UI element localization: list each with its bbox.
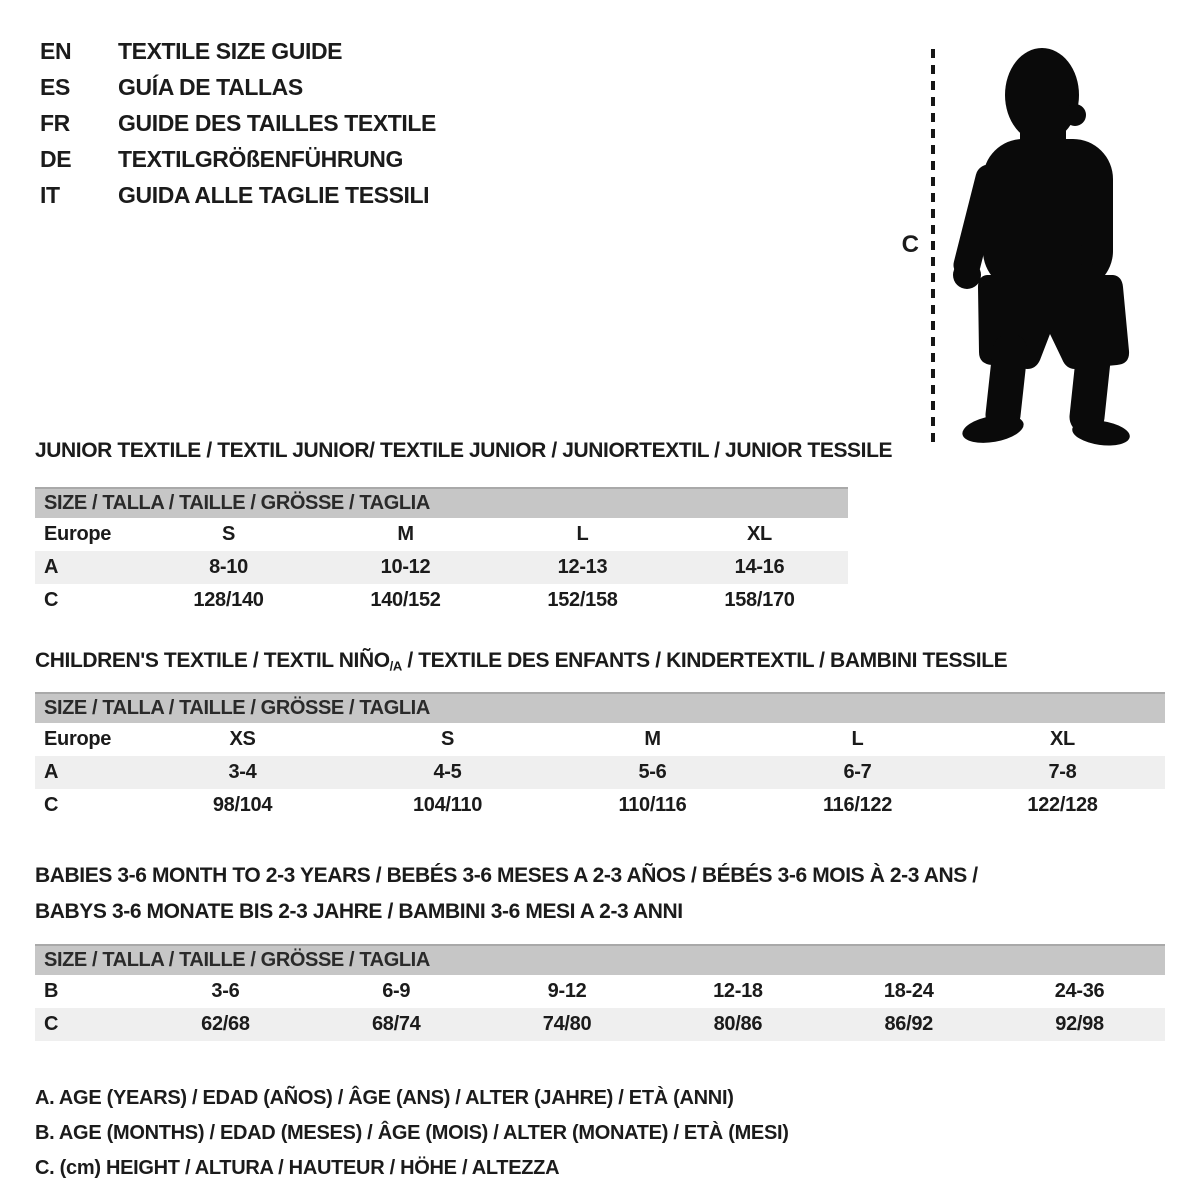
- table-cell: M: [644, 727, 661, 750]
- language-code: EN: [40, 38, 72, 64]
- children-title-sub: /A: [389, 658, 402, 674]
- table-cell: XS: [229, 727, 256, 750]
- table-cell: S: [221, 523, 236, 545]
- table-cell: 18-24: [883, 979, 934, 1002]
- table-row: [35, 789, 1165, 822]
- language-row-de: [40, 141, 436, 177]
- babies-section-title: [35, 858, 1165, 930]
- legend-line-b: B. AGE (MONTHS) / EDAD (MESES) / ÂGE (MOIS) / ALTER (MONATE) / ETÀ (MESI): [35, 1121, 789, 1144]
- table-cell: 14-16: [734, 556, 785, 578]
- table-cell: 128/140: [193, 589, 264, 611]
- header: [35, 0, 1165, 430]
- measure-c-label: C: [901, 231, 919, 258]
- table-row: [35, 723, 1165, 756]
- guide-title-fr: GUIDE DES TAILLES TEXTILE: [118, 110, 436, 136]
- table-cell: 140/152: [370, 589, 441, 611]
- guide-title-it: GUIDA ALLE TAGLIE TESSILI: [118, 182, 430, 208]
- height-measure-figure: [902, 33, 1152, 453]
- language-row-es: [40, 69, 436, 105]
- legend-line-a: A. AGE (YEARS) / EDAD (AÑOS) / ÂGE (ANS) / ALTER (JAHRE) / ETÀ (ANNI): [35, 1086, 734, 1109]
- table-cell: 6-9: [382, 979, 411, 1002]
- children-title-main: CHILDREN'S TEXTILE / TEXTIL NIÑO: [35, 649, 390, 672]
- children-table-body: [35, 723, 1165, 822]
- table-row: [35, 975, 1165, 1008]
- row-label: C: [44, 1012, 59, 1035]
- table-cell: 86/92: [884, 1012, 933, 1035]
- toddler-silhouette-icon: [947, 33, 1152, 453]
- row-label: C: [44, 793, 59, 816]
- section-children: [35, 649, 1165, 822]
- children-title-rest: / TEXTILE DES ENFANTS / KINDERTEXTIL / BAMBINI TESSILE: [401, 649, 1008, 672]
- table-cell: 9-12: [547, 979, 587, 1002]
- table-cell: 3-4: [228, 760, 257, 783]
- table-row: [35, 1008, 1165, 1041]
- table-cell: 104/110: [412, 793, 483, 816]
- row-label: Europe: [44, 523, 112, 545]
- table-cell: 10-12: [380, 556, 431, 578]
- table-cell: 158/170: [724, 589, 795, 611]
- junior-table-body: [35, 518, 848, 617]
- language-code: FR: [40, 110, 70, 136]
- height-dashed-line: [931, 49, 935, 449]
- junior-size-header-bar: SIZE / TALLA / TAILLE / GRÖSSE / TAGLIA: [35, 487, 848, 518]
- table-cell: 110/116: [618, 793, 687, 816]
- row-label: C: [44, 589, 59, 611]
- table-cell: 5-6: [638, 760, 667, 783]
- table-cell: 24-36: [1054, 979, 1105, 1002]
- language-list: [35, 33, 436, 213]
- table-cell: L: [851, 727, 864, 750]
- table-cell: 152/158: [547, 589, 618, 611]
- guide-title-es: GUÍA DE TALLAS: [118, 74, 303, 100]
- legend: [35, 1081, 1165, 1186]
- section-junior: [35, 439, 1165, 617]
- table-cell: 8-10: [209, 556, 248, 578]
- table-cell: S: [440, 727, 455, 750]
- table-cell: 68/74: [371, 1012, 421, 1035]
- table-row: [35, 756, 1165, 789]
- row-label: A: [44, 760, 59, 783]
- legend-line-c: C. (cm) HEIGHT / ALTURA / HAUTEUR / HÖHE / ALTEZZA: [35, 1156, 560, 1179]
- row-label: B: [44, 979, 59, 1002]
- table-cell: 7-8: [1048, 760, 1077, 783]
- table-cell: 12-13: [557, 556, 608, 578]
- table-cell: L: [576, 523, 589, 545]
- table-cell: 12-18: [713, 979, 763, 1002]
- babies-table-body: [35, 975, 1165, 1041]
- table-cell: 116/122: [822, 793, 893, 816]
- junior-section-title: JUNIOR TEXTILE / TEXTIL JUNIOR/ TEXTILE JUNIOR / JUNIORTEXTIL / JUNIOR TESSILE: [35, 439, 893, 462]
- row-label: Europe: [44, 727, 112, 750]
- babies-size-table: [35, 944, 1165, 1041]
- children-section-title: [35, 649, 1165, 674]
- language-code: DE: [40, 146, 72, 172]
- language-row-it: [40, 177, 436, 213]
- table-cell: 62/68: [201, 1012, 250, 1035]
- guide-title-en: TEXTILE SIZE GUIDE: [118, 38, 343, 64]
- table-row: [35, 584, 848, 617]
- babies-title-line1: BABIES 3-6 MONTH TO 2-3 YEARS / BEBÉS 3-6 MESES A 2-3 AÑOS / BÉBÉS 3-6 MOIS À 2-3 ANS /: [35, 863, 978, 887]
- language-row-en: [40, 33, 436, 69]
- table-cell: 122/128: [1027, 793, 1098, 816]
- table-cell: 6-7: [843, 760, 872, 783]
- table-cell: M: [397, 523, 414, 545]
- table-row: [35, 518, 848, 551]
- row-label: A: [44, 556, 59, 578]
- babies-title-line2: BABYS 3-6 MONATE BIS 2-3 JAHRE / BAMBINI 3-6 MESI A 2-3 ANNI: [35, 899, 683, 923]
- table-cell: 98/104: [212, 793, 273, 816]
- table-cell: 3-6: [211, 979, 240, 1002]
- table-cell: 4-5: [433, 760, 462, 783]
- table-cell: 74/80: [542, 1012, 592, 1035]
- language-code: ES: [40, 74, 70, 100]
- section-babies: [35, 858, 1165, 1041]
- table-cell: XL: [747, 523, 772, 545]
- children-size-table: [35, 692, 1165, 822]
- language-row-fr: [40, 105, 436, 141]
- children-size-header-bar: SIZE / TALLA / TAILLE / GRÖSSE / TAGLIA: [35, 692, 1165, 723]
- language-code: IT: [40, 182, 60, 208]
- babies-size-header-bar: SIZE / TALLA / TAILLE / GRÖSSE / TAGLIA: [35, 944, 1165, 975]
- table-row: [35, 551, 848, 584]
- table-cell: XL: [1050, 727, 1075, 750]
- table-cell: 80/86: [713, 1012, 763, 1035]
- junior-size-table: [35, 487, 848, 617]
- guide-title-de: TEXTILGRÖßENFÜHRUNG: [118, 146, 403, 172]
- table-cell: 92/98: [1055, 1012, 1104, 1035]
